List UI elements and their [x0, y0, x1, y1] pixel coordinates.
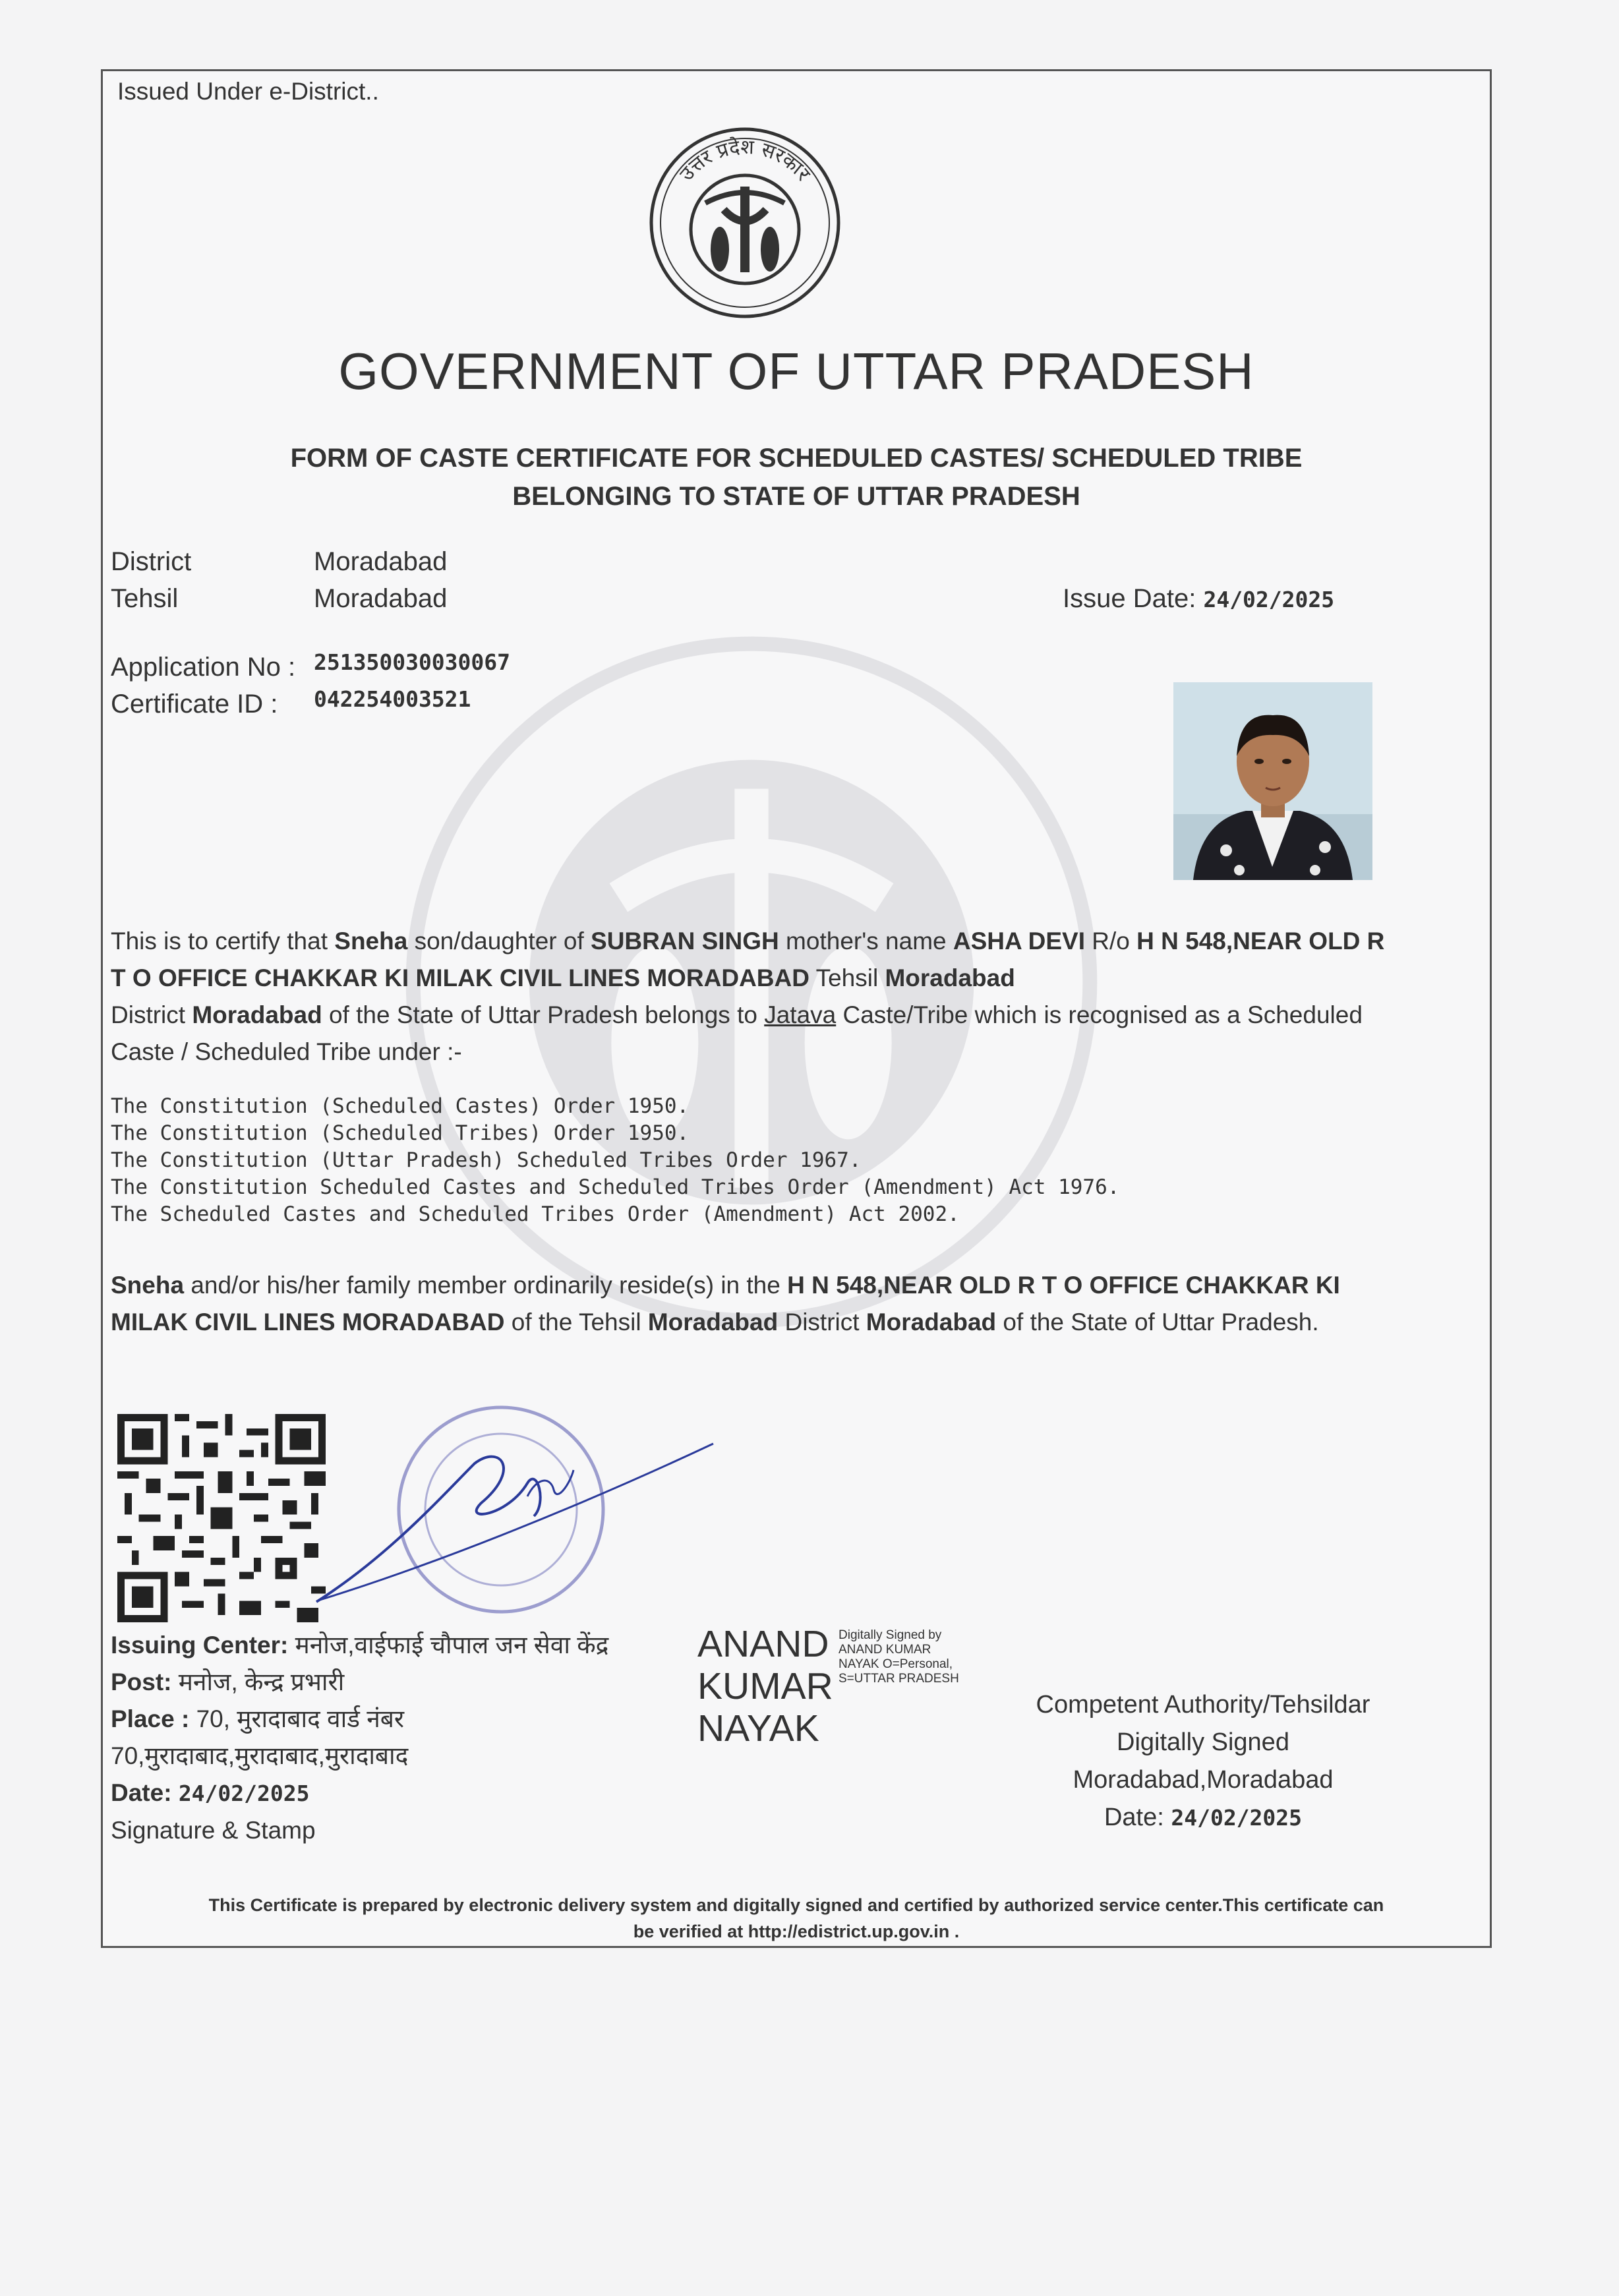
post-label: Post: [111, 1668, 172, 1695]
residence-tehsil: Moradabad [647, 1309, 779, 1336]
verification-footer [112, 1892, 1481, 1945]
certify-text-5: Tehsil [809, 964, 885, 991]
footer-line-1: This Certificate is prepared by electronic delivery system and digitally signed and certified by authorized service center.This certificate can [208, 1895, 1384, 1915]
tehsil-label: Tehsil [111, 584, 179, 613]
competent-authority-block [1012, 1686, 1394, 1837]
issue-date [1063, 584, 1334, 614]
form-title [101, 439, 1492, 515]
order-item: The Constitution (Scheduled Castes) Order 1950. [111, 1094, 690, 1118]
issuing-center-value: मनोज,वाईफाई चौपाल जन सेवा केंद्र [288, 1632, 609, 1659]
constitution-orders-list [111, 1093, 1119, 1228]
signer-name-line-1: ANAND [697, 1623, 829, 1665]
residence-paragraph [111, 1267, 1363, 1341]
authority-title: Competent Authority/Tehsildar [1036, 1691, 1370, 1719]
certify-text-3: mother's name [779, 927, 953, 955]
issuing-center-block [111, 1627, 608, 1849]
up-government-emblem-icon [646, 124, 844, 322]
certify-text-4: R/o [1085, 927, 1137, 955]
caste-name: Jatava [764, 1001, 837, 1028]
order-item: The Constitution (Uttar Pradesh) Scheduled Tribes Order 1967. [111, 1148, 862, 1172]
issue-date-value: 24/02/2025 [1203, 587, 1335, 612]
certify-paragraph [111, 923, 1396, 1071]
order-item: The Constitution (Scheduled Tribes) Order 1950. [111, 1121, 690, 1145]
father-name: SUBRAN SINGH [591, 927, 779, 955]
issue-date-label: Issue Date: [1063, 584, 1196, 613]
residence-text-4: of the State of Uttar Pradesh. [996, 1309, 1319, 1336]
residence-text-1: and/or his/her family member ordinarily reside(s) in the [184, 1272, 788, 1299]
government-title: GOVERNMENT OF UTTAR PRADESH [338, 342, 1254, 400]
residence-text-2: of the Tehsil [504, 1309, 648, 1336]
dsig-detail-line: Digitally Signed by [839, 1628, 942, 1642]
emblem-text: उत्तर प्रदेश सरकार [675, 135, 815, 186]
certify-text-2: son/daughter of [407, 927, 591, 955]
authority-digitally-signed: Digitally Signed [1117, 1728, 1289, 1756]
order-item: The Constitution Scheduled Castes and Scheduled Tribes Order (Amendment) Act 1976. [111, 1175, 1120, 1199]
applicant-name: Sneha [334, 927, 408, 955]
digital-signer-name [697, 1623, 833, 1750]
application-no-label: Application No : [111, 653, 296, 682]
application-no-value: 251350030030067 [314, 649, 511, 675]
dsig-detail-line: NAYAK O=Personal, [839, 1657, 953, 1671]
authority-date-label: Date: [1104, 1804, 1164, 1831]
post-value: मनोज, केन्द्र प्रभारी [171, 1668, 345, 1695]
signature-stamp-label: Signature & Stamp [111, 1817, 316, 1844]
order-item: The Scheduled Castes and Scheduled Tribes Order (Amendment) Act 2002. [111, 1202, 960, 1226]
place-value: 70, मुरादाबाद वार्ड नंबर [189, 1705, 405, 1732]
residence-name: Sneha [111, 1272, 185, 1299]
certify-text-8: Caste/Tribe which is recognised as a Scheduled Caste / Scheduled Tribe under :- [111, 1001, 1363, 1065]
applicant-address: H N 548,NEAR OLD R T O OFFICE CHAKKAR KI MILAK CIVIL LINES MORADABAD [111, 927, 1385, 991]
issuing-date-value: 24/02/2025 [178, 1781, 310, 1806]
residence-district: Moradabad [866, 1309, 997, 1336]
dsig-detail-line: S=UTTAR PRADESH [839, 1672, 959, 1686]
place-label: Place : [111, 1705, 190, 1732]
form-title-line-1: FORM OF CASTE CERTIFICATE FOR SCHEDULED CASTES/ SCHEDULED TRIBE [290, 444, 1303, 473]
verification-qr-code[interactable] [117, 1414, 326, 1622]
place-value-2: 70,मुरादाबाद,मुरादाबाद,मुरादाबाद [111, 1742, 409, 1769]
footer-line-2[interactable]: be verified at http://edistrict.up.gov.in . [633, 1922, 960, 1941]
form-title-line-2: BELONGING TO STATE OF UTTAR PRADESH [512, 482, 1080, 511]
residence-text-3: District [778, 1309, 866, 1336]
issuing-center-label: Issuing Center: [111, 1632, 289, 1659]
signer-name-line-3: NAYAK [697, 1707, 819, 1750]
residence-address: H N 548,NEAR OLD R T O OFFICE CHAKKAR KI MILAK CIVIL LINES MORADABAD [111, 1272, 1340, 1336]
certify-text-6: District [111, 1001, 192, 1028]
certify-text-7: of the State of Uttar Pradesh belongs to [322, 1001, 765, 1028]
issued-under-label: Issued Under e-District.. [117, 78, 379, 105]
issuing-date-label: Date: [111, 1779, 172, 1806]
certificate-id-label: Certificate ID : [111, 690, 278, 719]
tehsil-value: Moradabad [314, 584, 448, 613]
mother-name: ASHA DEVI [953, 927, 1086, 955]
authority-location: Moradabad,Moradabad [1073, 1766, 1334, 1794]
applicant-photo [1173, 682, 1372, 880]
digital-signature-details [839, 1628, 959, 1686]
district-value: Moradabad [314, 547, 448, 576]
authority-date-value: 24/02/2025 [1171, 1805, 1303, 1831]
certificate-id-value: 042254003521 [314, 686, 471, 712]
dsig-detail-line: ANAND KUMAR [839, 1643, 931, 1657]
district-label: District [111, 547, 192, 576]
certify-tehsil: Moradabad [885, 964, 1015, 991]
certify-text-1: This is to certify that [111, 927, 335, 955]
signer-name-line-2: KUMAR [697, 1665, 833, 1707]
certify-district: Moradabad [192, 1001, 322, 1028]
